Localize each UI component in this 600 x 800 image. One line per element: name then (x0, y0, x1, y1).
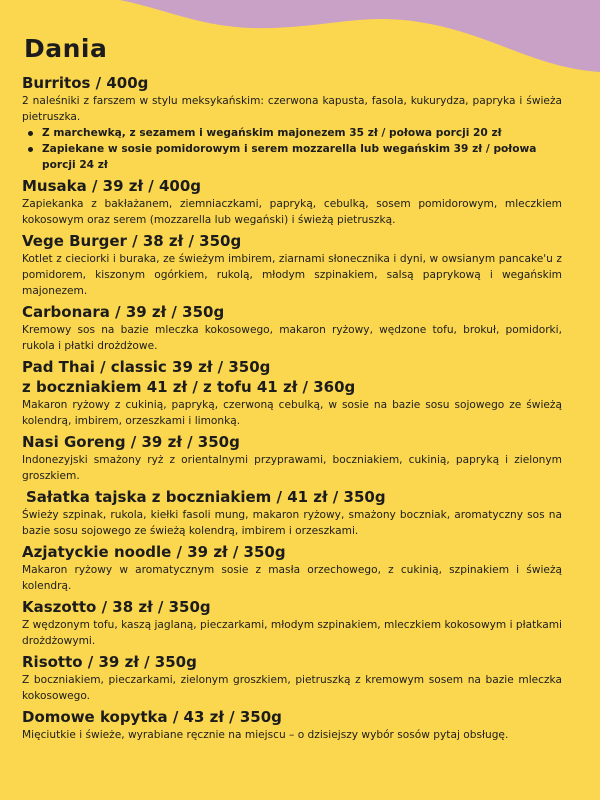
dish-description: Makaron ryżowy w aromatycznym sosie z masła orzechowego, z cukinią, szpinakiem i świeżą kolendrą. (22, 564, 562, 592)
dish-musaka (22, 176, 562, 228)
dish-option: Zapiekane w sosie pomidorowym i serem mozzarella lub wegańskim 39 zł / połowa porcji 24 zł (42, 141, 562, 173)
dish-domowe-kopytka (22, 707, 562, 743)
dish-azjatyckie-noodle (22, 542, 562, 594)
dish-description: Mięciutkie i świeże, wyrabiane ręcznie na miejscu – o dzisiejszy wybór sosów pytaj obsługę. (22, 729, 509, 741)
dish-vege-burger (22, 231, 562, 299)
dish-options (22, 125, 562, 173)
dish-title: Carbonara / 39 zł / 350g (22, 303, 225, 321)
dish-title-variants: z boczniakiem 41 zł / z tofu 41 zł / 360g (22, 378, 356, 396)
dish-pad-thai (22, 357, 562, 429)
dish-title: Pad Thai / classic 39 zł / 350g (22, 358, 271, 376)
dish-description: Makaron ryżowy z cukinią, papryką, czerwoną cebulką, w sosie na bazie sosu sojowego ze świeżą kolendrą, imbirem, orzeszkami i limonką. (22, 399, 562, 427)
dish-option: Z marchewką, z sezamem i wegańskim majonezem 35 zł / połowa porcji 20 zł (42, 125, 562, 141)
dish-title: Burritos / 400g (22, 74, 149, 92)
dish-kaszotto (22, 597, 562, 649)
dish-title: Vege Burger / 38 zł / 350g (22, 232, 242, 250)
dish-risotto (22, 652, 562, 704)
dish-description: Kotlet z cieciorki i buraka, ze świeżym imbirem, ziarnami słonecznika i dyni, w owsianym pancake'u z pomidorem, kiszonym ogórkiem, rukolą, młodym szpinakiem, salsą paprykową i wegańskim majonezem. (22, 253, 562, 297)
dish-title: Risotto / 39 zł / 350g (22, 653, 197, 671)
dish-description: Z boczniakiem, pieczarkami, zielonym groszkiem, pietruszką z kremowym sosem na bazie mleczka kokosowego. (22, 674, 562, 702)
dish-title: Domowe kopytka / 43 zł / 350g (22, 708, 282, 726)
dish-salatka-tajska (22, 487, 562, 539)
dish-title: Nasi Goreng / 39 zł / 350g (22, 433, 240, 451)
menu-page (22, 34, 562, 746)
page-title: Dania (24, 34, 108, 63)
dish-burritos (22, 73, 562, 173)
dish-title: Azjatyckie noodle / 39 zł / 350g (22, 543, 286, 561)
dish-description: Kremowy sos na bazie mleczka kokosowego, makaron ryżowy, wędzone tofu, brokuł, pomidorki, rukola i płatki drożdżowe. (22, 324, 562, 352)
dish-carbonara (22, 302, 562, 354)
dish-description: Indonezyjski smażony ryż z orientalnymi przyprawami, boczniakiem, cukinią, papryką i zielonym groszkiem. (22, 454, 562, 482)
dish-title: Musaka / 39 zł / 400g (22, 177, 202, 195)
dish-title: Kaszotto / 38 zł / 350g (22, 598, 211, 616)
dish-description: Z wędzonym tofu, kaszą jaglaną, pieczarkami, młodym szpinakiem, mleczkiem kokosowym i płatkami drożdżowymi. (22, 619, 562, 647)
dish-description: 2 naleśniki z farszem w stylu meksykańskim: czerwona kapusta, fasola, kukurydza, papryka i świeża pietruszka. (22, 95, 562, 123)
dish-description: Zapiekanka z bakłażanem, ziemniaczkami, papryką, cebulką, sosem pomidorowym, mleczkiem kokosowym oraz serem (mozzarella lub wegański) i świeżą pietruszką. (22, 198, 562, 226)
dish-description: Świeży szpinak, rukola, kiełki fasoli mung, makaron ryżowy, smażony boczniak, aromatyczny sos na bazie sosu sojowego ze świeżą kolendrą, imbirem i orzeszkami. (22, 509, 562, 537)
dish-nasi-goreng (22, 432, 562, 484)
dish-title: Sałatka tajska z boczniakiem / 41 zł / 350g (26, 488, 386, 506)
